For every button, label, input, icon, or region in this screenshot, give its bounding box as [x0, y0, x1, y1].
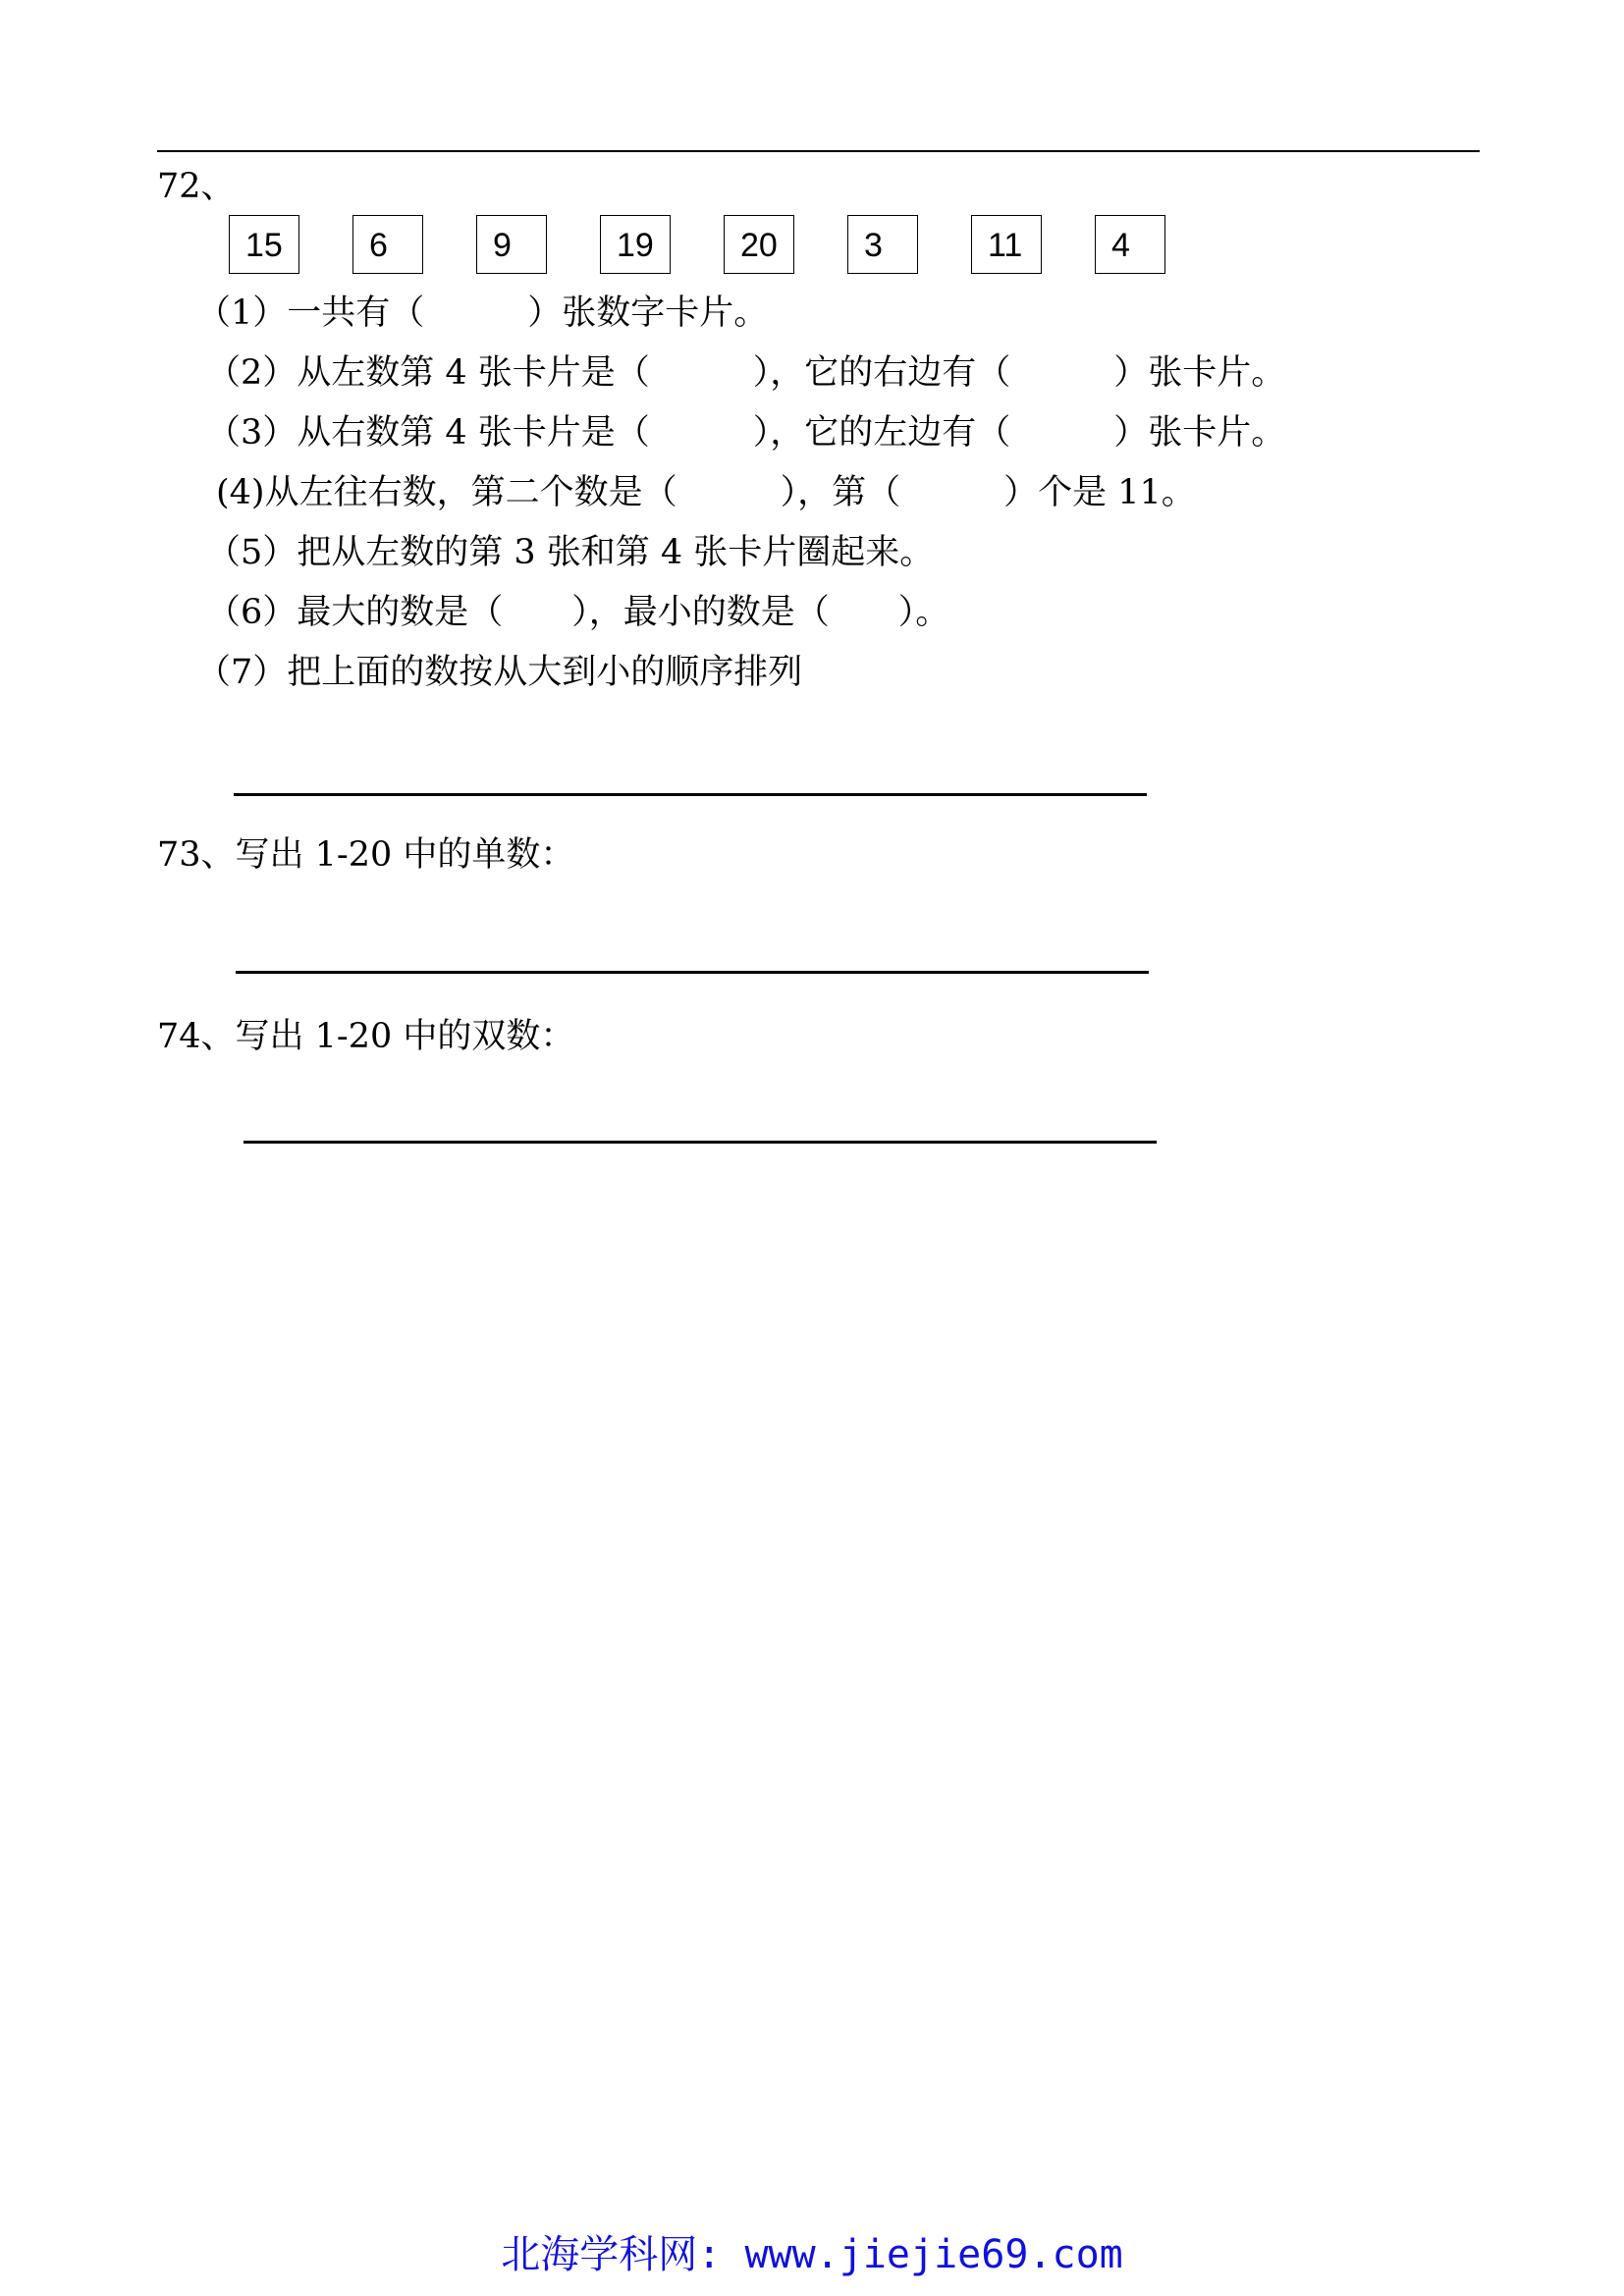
question-72-item-3: （3）从右数第 4 张卡片是（ ），它的左边有（ ）张卡片。: [206, 413, 1286, 453]
question-72-item-1: （1）一共有（ ）张数字卡片。: [196, 294, 769, 333]
question-72-item-7: （7）把上面的数按从大到小的顺序排列: [196, 653, 803, 692]
footer-url[interactable]: www.jiejie69.com: [744, 2232, 1123, 2277]
question-72-item-5: （5）把从左数的第 3 张和第 4 张卡片圈起来。: [206, 533, 935, 572]
footer-separator: :: [697, 2232, 722, 2277]
question-74: 74、写出 1-20 中的双数：: [157, 1017, 575, 1056]
footer-watermark: [0, 2230, 1624, 2279]
answer-line-72[interactable]: [234, 793, 1147, 796]
question-73: 73、写出 1-20 中的单数：: [157, 835, 575, 875]
number-card: 15: [229, 215, 299, 274]
number-card: 9: [476, 215, 547, 274]
header-rule: [157, 150, 1480, 152]
number-card: 4: [1095, 215, 1165, 274]
question-72-item-2: （2）从左数第 4 张卡片是（ ），它的右边有（ ）张卡片。: [206, 353, 1286, 393]
footer-site-name: 北海学科网: [501, 2232, 698, 2277]
answer-line-74[interactable]: [244, 1141, 1157, 1144]
question-72-item-6: （6）最大的数是（ ），最小的数是（ ）。: [206, 593, 950, 632]
number-card: 19: [600, 215, 671, 274]
number-card: 3: [847, 215, 918, 274]
number-card: 20: [724, 215, 794, 274]
question-72-item-4: (4)从左往右数，第二个数是（ ），第（ ）个是 11。: [216, 473, 1196, 512]
answer-line-73[interactable]: [236, 971, 1149, 974]
number-card: 6: [352, 215, 423, 274]
number-card: 11: [971, 215, 1042, 274]
question-72-number: 72、: [157, 167, 236, 206]
